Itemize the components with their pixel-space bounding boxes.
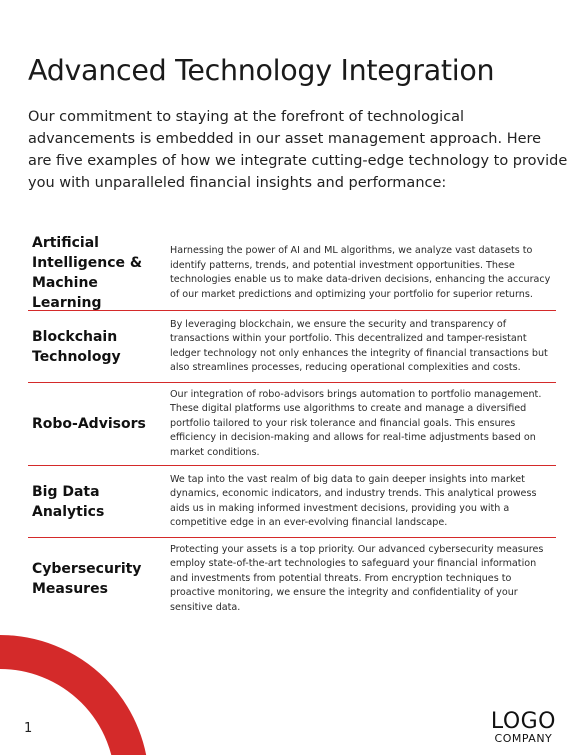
company-logo [491, 711, 556, 745]
item-description: Protecting your assets is a top priority. Our advanced cybersecurity measures employ state-of-the-art technologies to safeguard your financial information and investments from potential threats. From encryption techniques to proactive monitoring, we ensure the integrity and confidentiality of your sensitive data. [170, 543, 544, 613]
list-item [28, 466, 556, 538]
item-heading: Robo-Advisors [32, 416, 146, 432]
list-item [28, 236, 556, 311]
list-item [28, 311, 556, 383]
intro-paragraph: Our commitment to staying at the forefront of technological advancements is embedded in our asset management approach. Here are five examples of how we integrate cutting-edge technology to provide you with unparalleled financial insights and performance: [28, 109, 568, 191]
item-description: Our integration of robo-advisors brings automation to portfolio management. These digital platforms use algorithms to create and manage a diversified portfolio tailored to your risk tolerance and financial goals. This ensures efficiency in decision-making and allows for real-time adjustments based on market conditions. [170, 388, 542, 458]
page-number: 1 [24, 721, 33, 736]
item-description: By leveraging blockchain, we ensure the security and transparency of transactions within your portfolio. This decentralized and tamper-resistant ledger technology not only enhances the integrity of financial transactions but also streamlines processes, reducing operational complexities and costs. [170, 318, 548, 373]
list-item [28, 383, 556, 466]
technology-list [28, 236, 556, 620]
list-item [28, 538, 556, 620]
item-heading: Blockchain Technology [32, 328, 121, 365]
logo-subtext: COMPANY [494, 732, 553, 745]
item-heading: Cybersecurity Measures [32, 561, 142, 597]
item-description: We tap into the vast realm of big data to gain deeper insights into market dynamics, economic indicators, and industry trends. This analytical prowess aids us in making informed investment decisions, providing you with a competitive edge in an ever-evolving financial landscape. [170, 473, 537, 528]
page-title: Advanced Technology Integration [28, 54, 495, 87]
logo-text: LOGO [490, 709, 556, 734]
item-description: Harnessing the power of AI and ML algorithms, we analyze vast datasets to identify patterns, trends, and potential investment opportunities. These technologies enable us to make data-driven decisions, enhancing the accuracy of our market predictions and optimizing your portfolio for superior returns. [170, 245, 551, 300]
item-heading: Artificial Intelligence & Machine Learning [32, 235, 143, 311]
item-heading: Big Data Analytics [32, 483, 105, 520]
